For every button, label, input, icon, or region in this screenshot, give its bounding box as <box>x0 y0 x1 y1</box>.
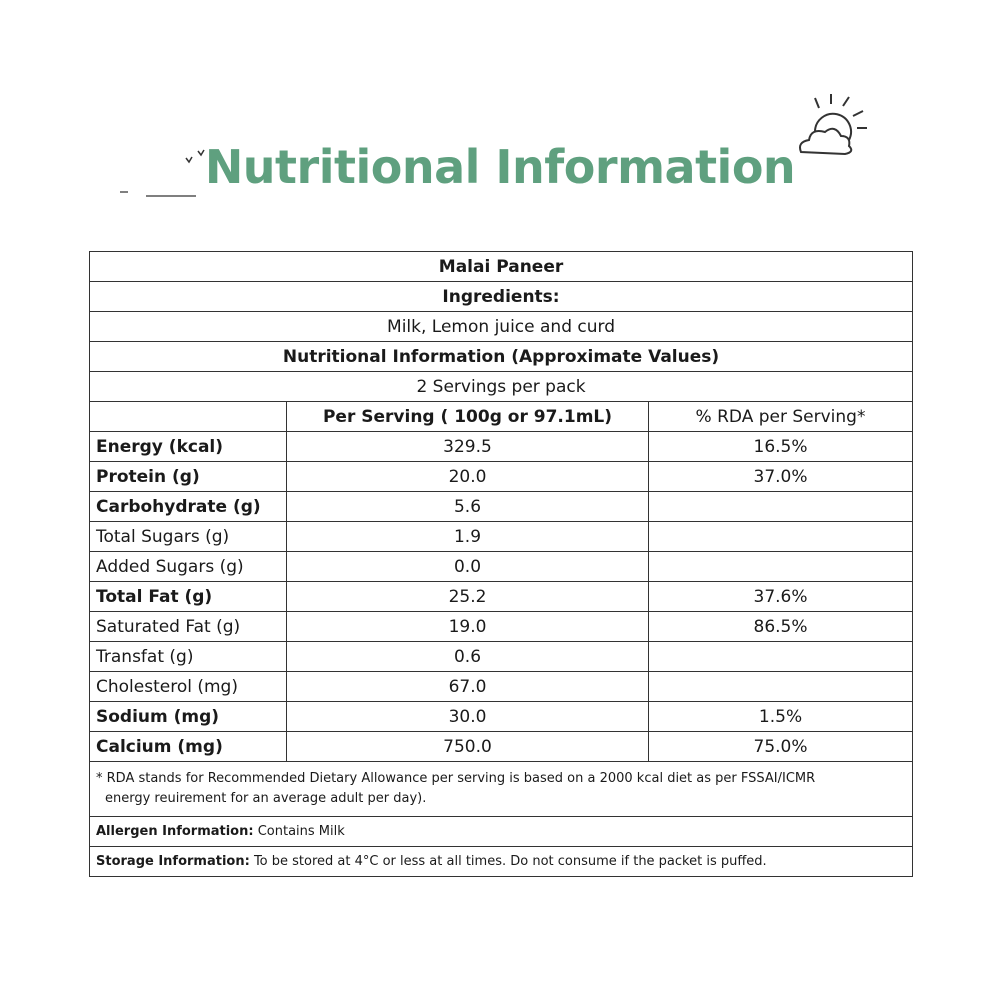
product-row <box>90 252 913 282</box>
servings-row <box>90 372 913 402</box>
info-header-row <box>90 342 913 372</box>
nutrient-value: 0.0 <box>287 552 649 582</box>
nutrient-rda: 75.0% <box>649 732 913 762</box>
column-header-rda: % RDA per Serving* <box>649 402 913 432</box>
allergen-label: Allergen Information: <box>96 824 254 839</box>
nutrient-value: 750.0 <box>287 732 649 762</box>
nutrient-value: 5.6 <box>287 492 649 522</box>
table-row <box>90 612 913 642</box>
nutrient-value: 0.6 <box>287 642 649 672</box>
column-header-row <box>90 402 913 432</box>
table-row <box>90 702 913 732</box>
allergen-info <box>90 817 913 847</box>
footnote-line1: * RDA stands for Recommended Dietary Allowance per serving is based on a 2000 kcal diet as per FSSAI/ICMR <box>96 771 816 786</box>
table-row <box>90 582 913 612</box>
nutrient-name: Calcium (mg) <box>90 732 287 762</box>
nutrient-name: Cholesterol (mg) <box>90 672 287 702</box>
nutrient-rda <box>649 552 913 582</box>
nutrient-name: Sodium (mg) <box>90 702 287 732</box>
table-row <box>90 672 913 702</box>
footnote-line2: energy reuirement for an average adult per day). <box>105 791 427 806</box>
nutrient-rda: 86.5% <box>649 612 913 642</box>
table-row <box>90 522 913 552</box>
nutrient-name: Total Fat (g) <box>90 582 287 612</box>
footnote <box>90 762 913 817</box>
allergen-text: Contains Milk <box>253 824 345 839</box>
page-title: Nutritional Information <box>204 140 796 194</box>
nutrient-value: 20.0 <box>287 462 649 492</box>
nutrient-rda: 1.5% <box>649 702 913 732</box>
nutrient-rda: 37.0% <box>649 462 913 492</box>
nutrient-value: 25.2 <box>287 582 649 612</box>
column-header-per-serving: Per Serving ( 100g or 97.1mL) <box>287 402 649 432</box>
storage-text: To be stored at 4°C or less at all times. Do not consume if the packet is puffed. <box>249 854 767 869</box>
nutrient-rda <box>649 672 913 702</box>
nutrient-name: Carbohydrate (g) <box>90 492 287 522</box>
nutrient-value: 19.0 <box>287 612 649 642</box>
storage-label: Storage Information: <box>96 854 250 869</box>
nutrient-rda: 37.6% <box>649 582 913 612</box>
nutrient-name: Total Sugars (g) <box>90 522 287 552</box>
nutrient-value: 329.5 <box>287 432 649 462</box>
nutrient-rda <box>649 522 913 552</box>
nutrient-name: Protein (g) <box>90 462 287 492</box>
footnote-row <box>90 762 913 817</box>
info-header: Nutritional Information (Approximate Values) <box>90 342 913 372</box>
ingredients-text: Milk, Lemon juice and curd <box>90 312 913 342</box>
product-name: Malai Paneer <box>90 252 913 282</box>
nutrition-table <box>89 251 913 877</box>
table-row <box>90 552 913 582</box>
table-row <box>90 642 913 672</box>
ingredients-label-row <box>90 282 913 312</box>
nutrient-name: Transfat (g) <box>90 642 287 672</box>
table-row <box>90 492 913 522</box>
column-header-empty <box>90 402 287 432</box>
table-row <box>90 432 913 462</box>
table-row <box>90 462 913 492</box>
nutrient-rda <box>649 492 913 522</box>
ingredients-label: Ingredients: <box>90 282 913 312</box>
ingredients-row <box>90 312 913 342</box>
storage-row <box>90 847 913 877</box>
nutrient-rda: 16.5% <box>649 432 913 462</box>
nutrient-name: Energy (kcal) <box>90 432 287 462</box>
nutrient-value: 30.0 <box>287 702 649 732</box>
nutrient-rda <box>649 642 913 672</box>
nutrient-value: 1.9 <box>287 522 649 552</box>
allergen-row <box>90 817 913 847</box>
nutrient-value: 67.0 <box>287 672 649 702</box>
nutrient-name: Saturated Fat (g) <box>90 612 287 642</box>
table-row <box>90 732 913 762</box>
storage-info <box>90 847 913 877</box>
servings-text: 2 Servings per pack <box>90 372 913 402</box>
nutrient-name: Added Sugars (g) <box>90 552 287 582</box>
